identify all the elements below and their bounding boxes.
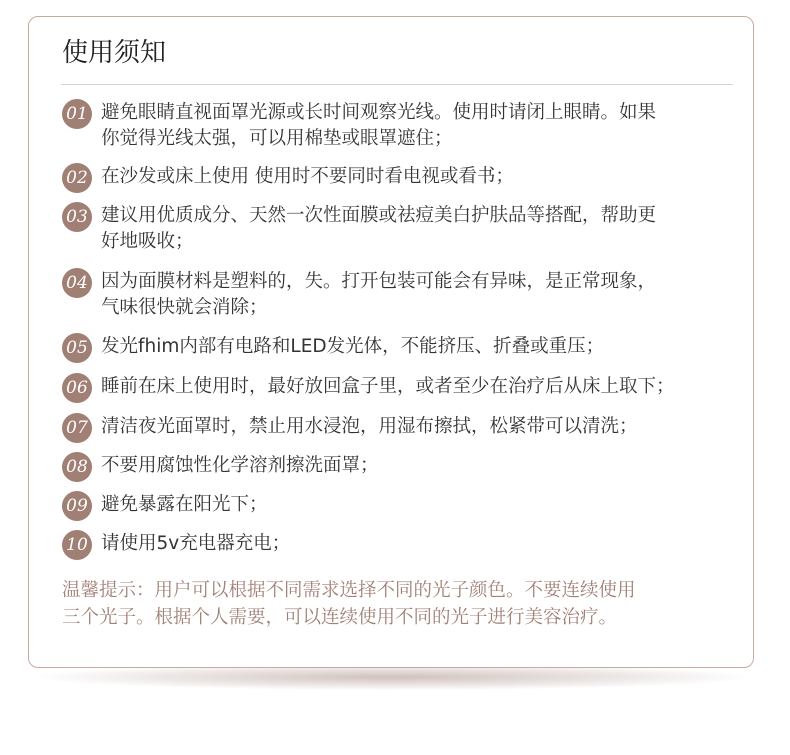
number-badge: 05: [62, 333, 92, 363]
list-item-text: 清洁夜光面罩时，禁止用水浸泡，用湿布擦拭，松紧带可以清洗；: [101, 416, 638, 437]
number-badge: 07: [62, 413, 92, 443]
list-item-text: 建议用优质成分、天然一次性面膜或祛痘美白护肤品等搭配，帮助更 好地吸收；: [101, 205, 657, 252]
number-badge: 01: [62, 99, 92, 129]
title-divider: [61, 84, 733, 85]
page-title: 使用须知: [62, 38, 167, 68]
number-badge: 08: [62, 452, 92, 482]
number-badge: 10: [62, 530, 92, 560]
number-badge: 02: [62, 163, 92, 193]
number-badge: 03: [62, 202, 92, 232]
number-badge: 06: [62, 373, 92, 403]
list-item-text: 因为面膜材料是塑料的，失。打开包装可能会有异味，是正常现象， 气味很快就会消除；: [101, 271, 657, 318]
notice-card: [28, 16, 754, 668]
number-badge: 09: [62, 491, 92, 521]
list-item-text: 避免暴露在阳光下；: [101, 494, 268, 515]
list-item-text: 不要用腐蚀性化学溶剂擦洗面罩；: [101, 455, 379, 476]
list-item-text: 请使用5v充电器充电；: [101, 533, 291, 554]
list-item-text: 在沙发或床上使用 使用时不要同时看电视或看书；: [101, 166, 514, 187]
list-item-text: 发光fhim内部有电路和LED发光体，不能挤压、折叠或重压；: [101, 336, 605, 357]
warm-tip: 温馨提示：用户可以根据不同需求选择不同的光子颜色。不要连续使用 三个光子。根据个人需要，可以连续使用不同的光子进行美容治疗。: [62, 580, 636, 628]
list-item-text: 避免眼睛直视面罩光源或长时间观察光线。使用时请闭上眼睛。如果 你觉得光线太强，可以用棉垫或眼罩遮住；: [101, 102, 657, 149]
list-item-text: 睡前在床上使用时，最好放回盒子里，或者至少在治疗后从床上取下；: [101, 376, 675, 397]
number-badge: 04: [62, 268, 92, 298]
